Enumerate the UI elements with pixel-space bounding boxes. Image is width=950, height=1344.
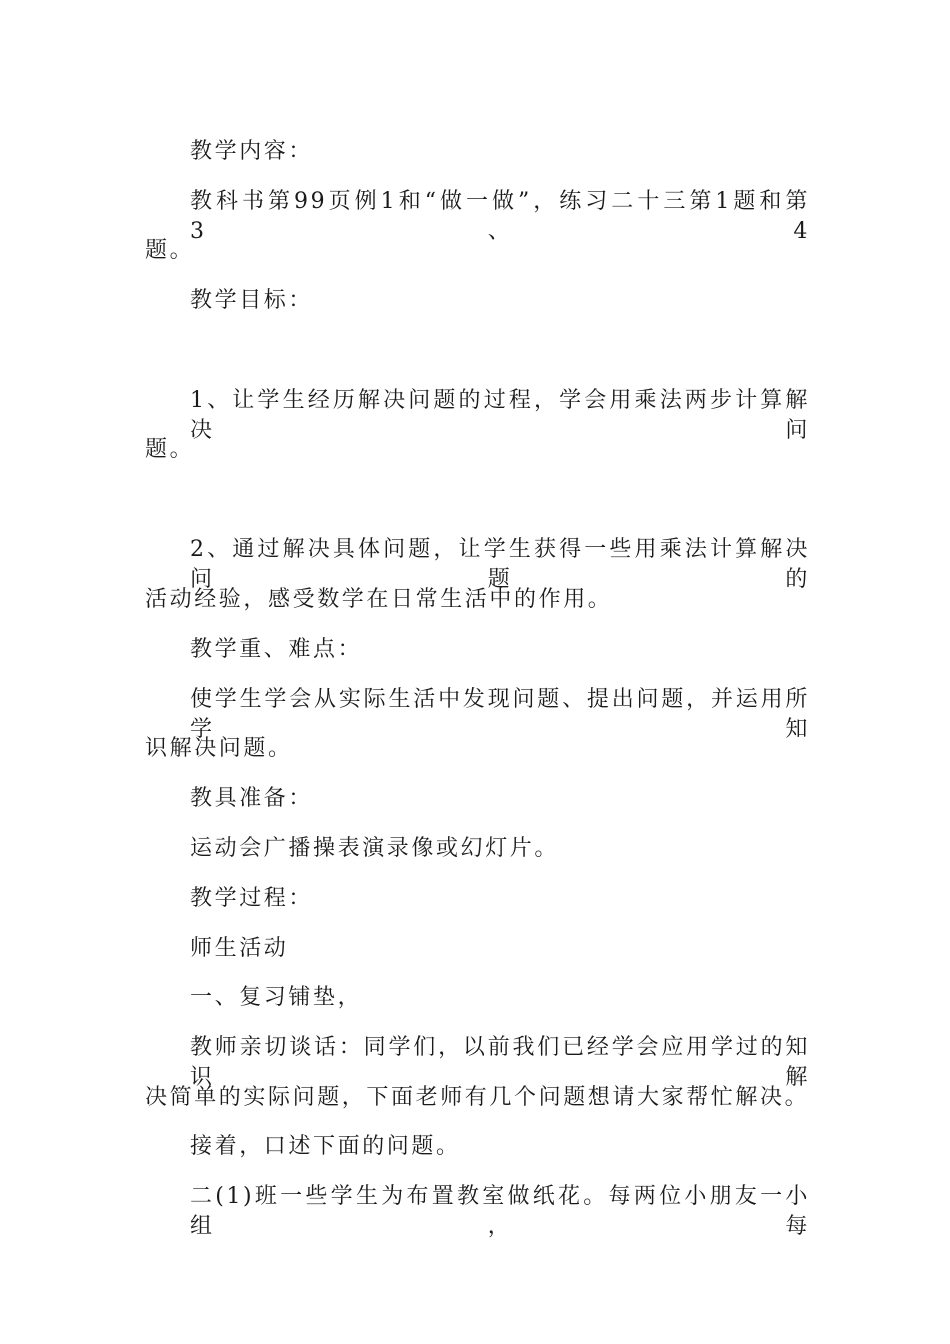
paragraph-line: 识解决问题。 [145, 736, 293, 761]
paragraph-line: 教师亲切谈话：同学们，以前我们已经学会应用学过的知识解 [190, 1035, 810, 1090]
paragraph-line: 教科书第99页例1和“做一做”，练习二十三第1题和第3、4 [190, 189, 810, 244]
section-heading-review: 一、复习铺垫， [190, 985, 363, 1010]
paragraph-line: 1、让学生经历解决问题的过程，学会用乘法两步计算解决问 [190, 388, 810, 443]
paragraph-line: 决简单的实际问题，下面老师有几个问题想请大家帮忙解决。 [145, 1085, 810, 1110]
heading-key-points: 教学重、难点： [190, 637, 363, 662]
paragraph-line: 运动会广播操表演录像或幻灯片。 [190, 836, 560, 861]
paragraph-line: 题。 [145, 238, 195, 263]
heading-teaching-process: 教学过程： [190, 886, 314, 911]
paragraph-line: 师生活动 [190, 936, 289, 961]
paragraph-line: 题。 [145, 437, 195, 462]
paragraph-line: 二(1)班一些学生为布置教室做纸花。每两位小朋友一小组，每 [190, 1184, 810, 1239]
paragraph-line: 活动经验，感受数学在日常生活中的作用。 [145, 587, 613, 612]
heading-teaching-content: 教学内容： [190, 139, 314, 164]
heading-teaching-goals: 教学目标： [190, 288, 314, 313]
paragraph-line: 接着，口述下面的问题。 [190, 1134, 461, 1159]
paragraph-line: 使学生学会从实际生活中发现问题、提出问题，并运用所学知 [190, 687, 810, 742]
heading-teaching-aids: 教具准备： [190, 786, 314, 811]
paragraph-line: 2、通过解决具体问题，让学生获得一些用乘法计算解决问题的 [190, 537, 810, 592]
